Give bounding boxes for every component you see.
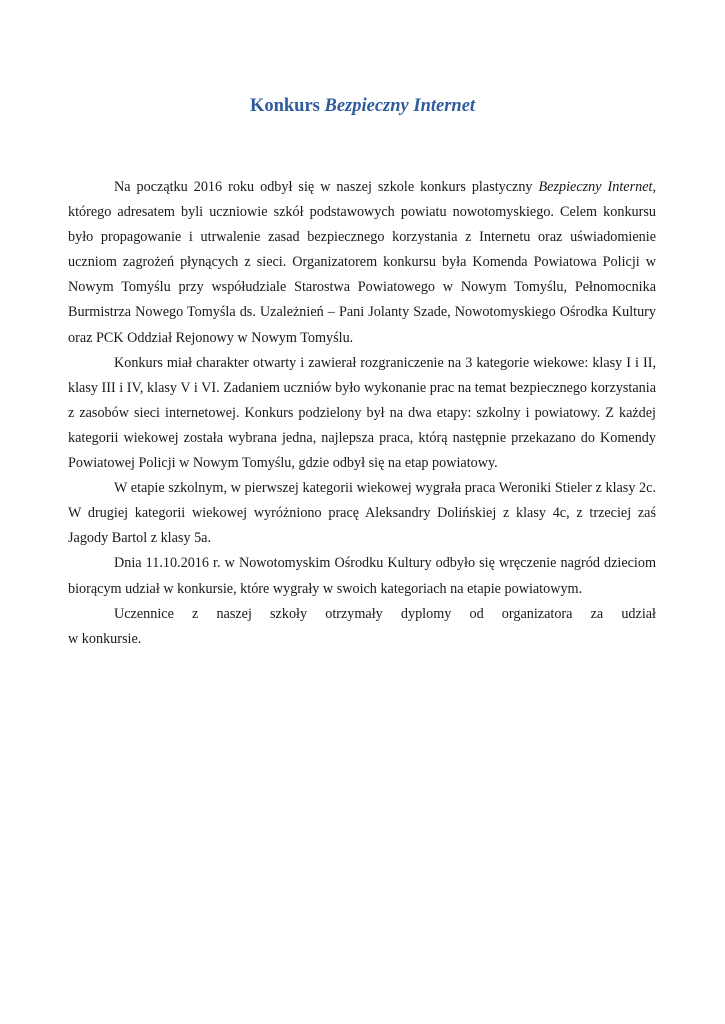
paragraph-5-line-1: Uczennice z naszej szkoły otrzymały dyplomy od organizatora za udział: [114, 605, 656, 622]
paragraph-2: Konkurs miał charakter otwarty i zawierał rozgraniczenie na 3 kategorie wiekowe: klasy I i II, klasy III i IV, klasy V i VI. Zadaniem uczniów było wykonanie prac na temat bezpiecznego korzystania z zasobów sieci internetowej. Konkurs podzielony był na dwa etapy: szkolny i powiatowy. Z każdej kategorii wiekowej została wybrana jedna, najlepsza praca, którą następnie przekazano do Komendy Powiatowej Policji w Nowym Tomyślu, gdzie odbył się na etap powiatowy.: [68, 354, 656, 472]
paragraph-5-line-2: w konkursie.: [68, 630, 142, 647]
paragraph-1-start: Na początku 2016 roku odbył się w naszej szkole konkurs plastyczny: [114, 179, 539, 195]
paragraph-1: [68, 175, 656, 351]
document-title: [0, 94, 725, 118]
paragraph-3: W etapie szkolnym, w pierwszej kategorii wiekowej wygrała praca Weroniki Stieler z klasy 2c. W drugiej kategorii wiekowej wyróżniono pracę Aleksandry Dolińskiej z klasy 4c, z trzeciej zaś Jagody Bartol z klasy 5a.: [68, 480, 656, 547]
title-italic: Bezpieczny Internet: [324, 96, 476, 116]
paragraph-4: Dnia 11.10.2016 r. w Nowotomyskim Ośrodku Kultury odbyło się wręczenie nagród dzieciom biorącym udział w konkursie, które wygrały w swoich kategoriach na etapie powiatowym.: [68, 555, 656, 597]
title-prefix: Konkurs: [249, 96, 325, 116]
document-body: [68, 175, 656, 652]
paragraph-1-italic: Bezpieczny Internet: [538, 179, 653, 195]
paragraph-1-rest: , którego adresatem byli uczniowie szkół podstawowych powiatu nowotomyskiego. Celem konkursu było propagowanie i utrwalenie zasad bezpiecznego korzystania z Internetu oraz uświadomienie uczniom zagrożeń płynących z sieci. Organizatorem konkursu była Komenda Powiatowa Policji w Nowym Tomyślu przy współudziale Starostwa Powiatowego w Nowym Tomyślu, Pełnomocnika Burmistrza Nowego Tomyśla ds. Uzależnień – Pani Jolanty Szade, Nowotomyskiego Ośrodka Kultury oraz PCK Oddział Rejonowy w Nowym Tomyślu.: [68, 179, 656, 346]
